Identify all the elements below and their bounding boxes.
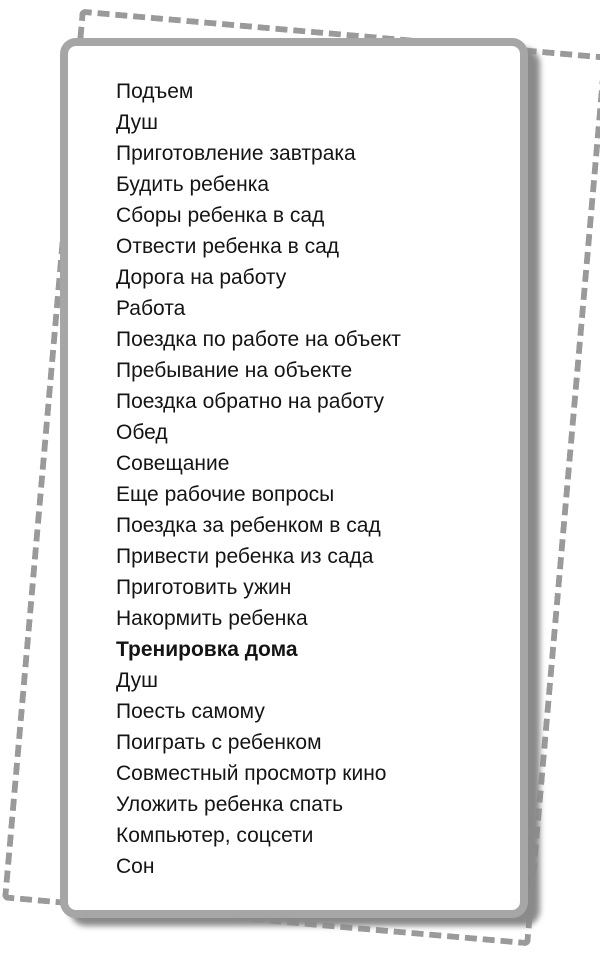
task-item: Будить ребенка	[116, 173, 270, 196]
task-item: Поиграть с ребенком	[116, 731, 322, 754]
task-item: Подъем	[116, 80, 194, 103]
task-item: Приготовление завтрака	[116, 142, 356, 165]
task-list	[116, 76, 401, 882]
task-item: Приготовить ужин	[116, 576, 292, 599]
task-item: Поесть самому	[116, 700, 265, 723]
task-item: Поездка обратно на работу	[116, 390, 384, 413]
task-item: Душ	[116, 669, 159, 692]
task-item: Компьютер, соцсети	[116, 824, 314, 847]
task-item: Дорога на работу	[116, 266, 287, 289]
task-item: Отвести ребенка в сад	[116, 235, 340, 258]
task-item: Уложить ребенка спать	[116, 793, 344, 816]
task-item: Совещание	[116, 452, 230, 475]
task-item: Совместный просмотр кино	[116, 762, 387, 785]
task-item: Пребывание на объекте	[116, 359, 353, 382]
task-item: Работа	[116, 297, 186, 320]
task-item: Поездка за ребенком в сад	[116, 514, 381, 537]
task-item: Сборы ребенка в сад	[116, 204, 325, 227]
task-item: Привести ребенка из сада	[116, 545, 374, 568]
task-card	[60, 38, 528, 918]
task-item-highlighted: Тренировка дома	[116, 638, 298, 661]
task-item: Обед	[116, 421, 168, 444]
task-item: Поездка по работе на объект	[116, 328, 401, 351]
task-item: Накормить ребенка	[116, 607, 308, 630]
task-item: Душ	[116, 111, 159, 134]
task-item: Сон	[116, 855, 155, 878]
task-item: Еще рабочие вопросы	[116, 483, 335, 506]
